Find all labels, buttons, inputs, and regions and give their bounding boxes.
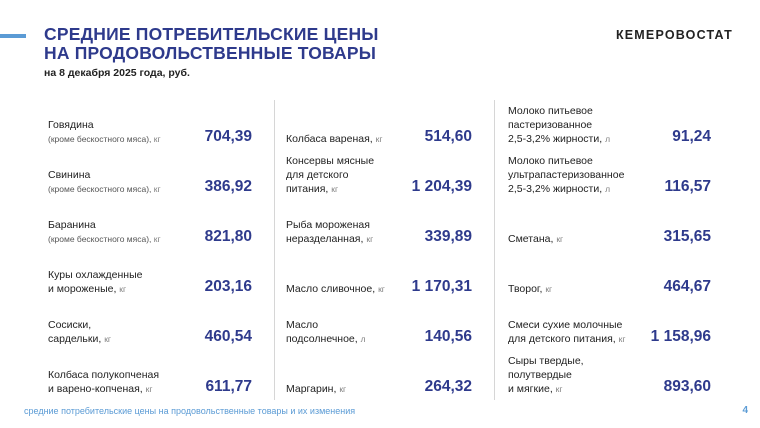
product-name-line <box>508 332 625 346</box>
product-note-line <box>48 132 161 146</box>
product-name-line <box>508 368 584 382</box>
product-label <box>286 318 366 346</box>
price-value: 339,89 <box>424 228 472 245</box>
price-value: 264,32 <box>424 378 472 395</box>
price-item <box>286 250 472 300</box>
product-name-text: 2,5-3,2% жирности, <box>508 183 603 195</box>
product-name-line <box>286 132 382 146</box>
unit-label: кг <box>618 334 626 344</box>
product-name-text: неразделанная, <box>286 233 364 245</box>
price-item <box>286 300 472 350</box>
product-name-text: Рыба мороженая <box>286 219 370 231</box>
product-name-line <box>286 332 366 346</box>
title-line-2: НА ПРОДОВОЛЬСТВЕННЫЕ ТОВАРЫ <box>44 43 377 63</box>
product-name-text: Сыры твердые, <box>508 355 584 367</box>
unit-label: кг <box>378 284 385 294</box>
product-name-line <box>286 168 374 182</box>
unit-label: кг <box>331 184 339 194</box>
product-name-text: Говядина <box>48 119 94 131</box>
product-name-line <box>508 168 624 182</box>
product-name-line <box>286 154 374 168</box>
product-name-line <box>48 118 161 132</box>
unit-label: кг <box>104 334 112 344</box>
unit-label: кг <box>339 384 347 394</box>
product-label <box>286 218 373 246</box>
footer-text: средние потребительские цены на продовольственные товары и их изменения <box>24 406 356 416</box>
product-name-text: Молоко питьевое <box>508 105 593 117</box>
price-column <box>286 100 472 400</box>
product-note: (кроме бескостного мяса), <box>48 134 152 144</box>
product-name-line <box>48 282 142 296</box>
product-name-line <box>48 168 161 182</box>
product-name-line <box>48 368 159 382</box>
product-name-text: Куры охлажденные <box>48 269 143 281</box>
page-title <box>44 25 379 63</box>
product-name-text: для детского <box>286 169 349 181</box>
product-name-text: и мягкие, <box>508 383 553 395</box>
price-item <box>286 200 472 250</box>
product-name-text: Маргарин, <box>286 383 337 395</box>
product-name-text: питания, <box>286 183 329 195</box>
price-item <box>508 250 711 300</box>
product-name-line <box>508 318 625 332</box>
price-value: 203,16 <box>204 278 252 295</box>
price-value: 116,57 <box>664 178 711 195</box>
product-label <box>48 268 142 296</box>
product-name-text: Смеси сухие молочные <box>508 319 623 331</box>
unit-label: л <box>360 334 366 344</box>
product-name-text: и мороженые, <box>48 283 117 295</box>
product-name-line <box>286 282 385 296</box>
product-name-text: пастеризованное <box>508 119 593 131</box>
product-name-line <box>286 318 366 332</box>
accent-bar <box>0 34 26 38</box>
column-divider <box>274 100 275 400</box>
page-subtitle: на 8 декабря 2025 года, руб. <box>44 67 190 79</box>
product-label <box>508 104 610 146</box>
product-note: (кроме бескостного мяса), <box>48 184 152 194</box>
product-name-text: Свинина <box>48 169 91 181</box>
product-label <box>286 382 346 396</box>
product-label <box>508 354 584 396</box>
price-value: 91,24 <box>672 128 711 145</box>
product-name-text: Баранина <box>48 219 96 231</box>
price-value: 1 158,96 <box>650 328 711 345</box>
product-note-line <box>48 182 161 196</box>
product-label <box>286 282 385 296</box>
price-item <box>508 200 711 250</box>
price-item <box>48 200 252 250</box>
product-name-line <box>508 132 610 146</box>
price-item <box>286 150 472 200</box>
product-name-text: Консервы мясные <box>286 155 375 167</box>
product-name-text: Сосиски, <box>48 319 92 331</box>
price-item <box>48 250 252 300</box>
price-value: 315,65 <box>663 228 711 245</box>
product-label <box>48 218 161 246</box>
product-note: (кроме бескостного мяса), <box>48 234 152 244</box>
product-name-line <box>286 382 346 396</box>
product-name-text: Масло сливочное, <box>286 283 376 295</box>
product-name-line <box>286 232 373 246</box>
product-label <box>48 318 111 346</box>
product-name-line <box>508 182 624 196</box>
unit-label: кг <box>375 134 383 144</box>
unit-label: кг <box>153 134 161 144</box>
product-label <box>508 282 552 296</box>
product-name-text: подсолнечное, <box>286 333 358 345</box>
unit-label: кг <box>366 234 374 244</box>
product-name-line <box>48 332 111 346</box>
price-item <box>508 300 711 350</box>
product-label <box>48 368 159 396</box>
price-item <box>48 150 252 200</box>
product-name-line <box>508 354 584 368</box>
price-item <box>286 100 472 150</box>
product-label <box>508 318 625 346</box>
product-name-line <box>508 118 610 132</box>
product-name-text: и варено-копченая, <box>48 383 143 395</box>
price-item <box>508 100 711 150</box>
price-item <box>508 150 711 200</box>
unit-label: л <box>605 184 611 194</box>
price-column <box>508 100 711 400</box>
price-value: 386,92 <box>204 178 252 195</box>
product-name-line <box>48 268 142 282</box>
price-value: 893,60 <box>663 378 711 395</box>
price-value: 140,56 <box>424 328 472 345</box>
product-name-line <box>48 382 159 396</box>
title-line-1: СРЕДНИЕ ПОТРЕБИТЕЛЬСКИЕ ЦЕНЫ <box>44 24 379 44</box>
product-name-text: 2,5-3,2% жирности, <box>508 133 603 145</box>
column-divider <box>494 100 495 400</box>
product-label <box>48 168 161 196</box>
unit-label: кг <box>119 284 127 294</box>
product-name-line <box>48 218 161 232</box>
price-column <box>48 100 252 400</box>
unit-label: л <box>605 134 611 144</box>
product-name-text: сардельки, <box>48 333 102 345</box>
product-name-line <box>286 182 374 196</box>
product-name-text: полутвердые <box>508 369 572 381</box>
price-value: 514,60 <box>424 128 472 145</box>
price-item <box>508 350 711 400</box>
brand-logo-text: КЕМЕРОВОСТАТ <box>615 28 733 42</box>
unit-label: кг <box>145 384 153 394</box>
product-name-text: Молоко питьевое <box>508 155 593 167</box>
price-item <box>48 100 252 150</box>
product-name-line <box>508 382 584 396</box>
product-name-text: Колбаса вареная, <box>286 133 373 145</box>
product-label <box>286 154 374 196</box>
price-value: 1 204,39 <box>411 178 472 195</box>
price-item <box>48 300 252 350</box>
product-name-text: для детского питания, <box>508 333 616 345</box>
product-name-line <box>508 232 563 246</box>
price-value: 1 170,31 <box>411 278 472 295</box>
product-label <box>286 132 382 146</box>
price-value: 611,77 <box>205 378 252 395</box>
product-name-line <box>286 218 373 232</box>
price-item <box>286 350 472 400</box>
product-label <box>508 232 563 246</box>
product-name-text: ультрапастеризованное <box>508 169 625 181</box>
price-item <box>48 350 252 400</box>
product-name-text: Колбаса полукопченая <box>48 369 160 381</box>
product-name-text: Масло <box>286 319 319 331</box>
product-name-line <box>48 318 111 332</box>
unit-label: кг <box>545 284 553 294</box>
product-name-text: Творог, <box>508 283 543 295</box>
unit-label: кг <box>153 184 161 194</box>
price-value: 464,67 <box>663 278 711 295</box>
page-number: 4 <box>742 405 748 416</box>
product-label <box>508 154 624 196</box>
unit-label: кг <box>153 234 161 244</box>
price-value: 821,80 <box>204 228 252 245</box>
price-value: 460,54 <box>204 328 252 345</box>
product-note-line <box>48 232 161 246</box>
product-label <box>48 118 161 146</box>
product-name-line <box>508 154 624 168</box>
price-value: 704,39 <box>204 128 252 145</box>
product-name-line <box>508 282 552 296</box>
unit-label: кг <box>556 234 564 244</box>
product-name-text: Сметана, <box>508 233 554 245</box>
product-name-line <box>508 104 610 118</box>
unit-label: кг <box>555 384 563 394</box>
